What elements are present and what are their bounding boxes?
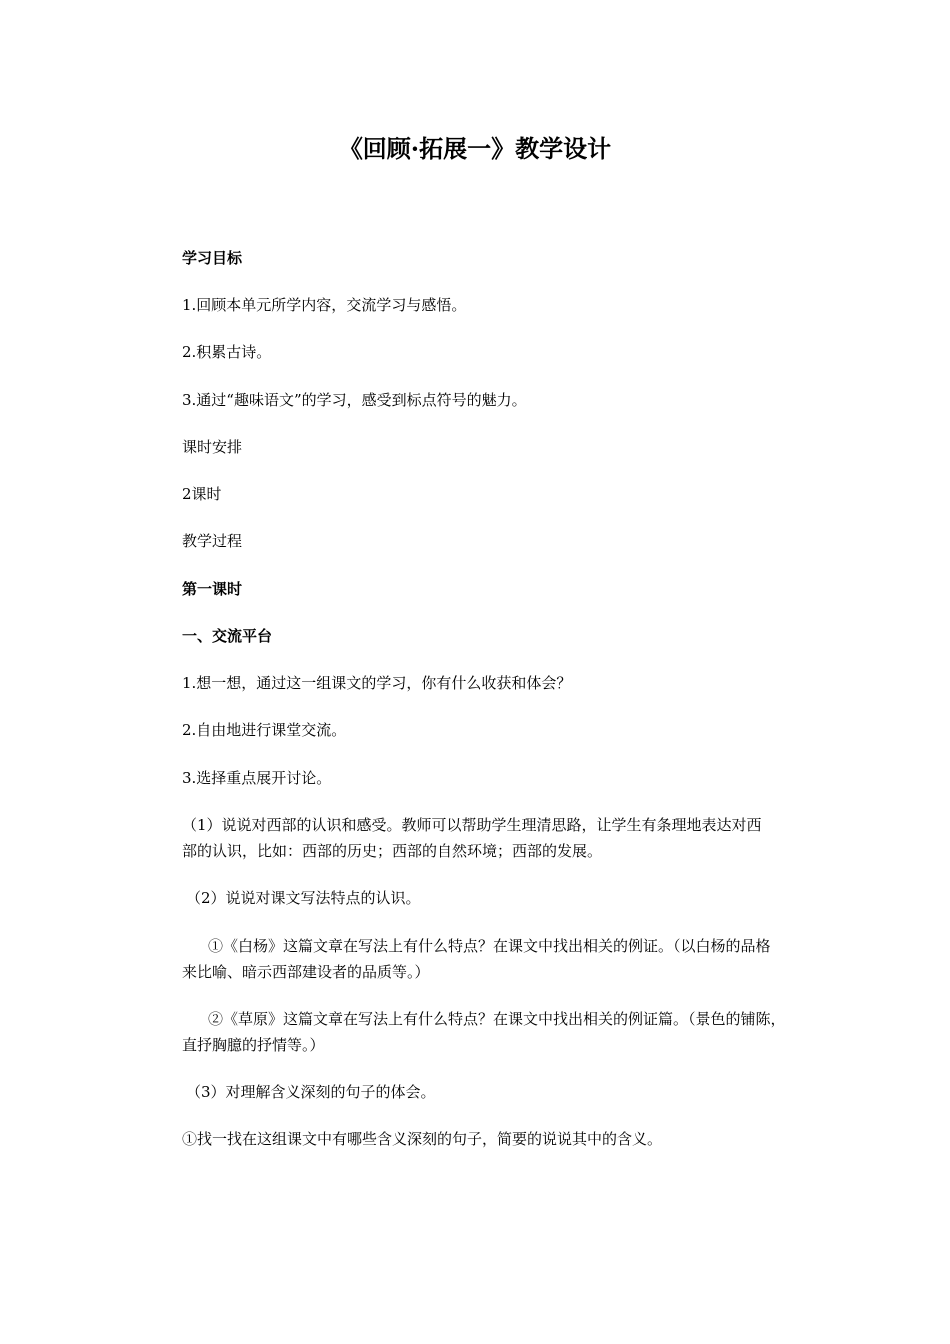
objective-item: 2.积累古诗。 — [182, 343, 272, 361]
step-item: 2.自由地进行课堂交流。 — [182, 721, 347, 739]
paragraph-line: ①《白杨》这篇文章在写法上有什么特点？在课文中找出相关的例证。（以白杨的品格 — [208, 937, 771, 955]
paragraph-line: （3）对理解含义深刻的句子的体会。 — [186, 1083, 436, 1101]
heading-objectives: 学习目标 — [182, 249, 243, 267]
paragraph-line: （2）说说对课文写法特点的认识。 — [186, 889, 421, 907]
paragraph-line: 直抒胸臆的抒情等。） — [182, 1036, 325, 1054]
paragraph-line: ②《草原》这篇文章在写法上有什么特点？在课文中找出相关的例证篇。（景色的铺陈， — [208, 1010, 786, 1028]
paragraph-line: 来比喻、暗示西部建设者的品质等。） — [182, 963, 430, 981]
objective-item: 1.回顾本单元所学内容，交流学习与感悟。 — [182, 296, 467, 314]
objective-item: 3.通过“趣味语文”的学习，感受到标点符号的魅力。 — [182, 391, 527, 409]
step-item: 1.想一想，通过这一组课文的学习，你有什么收获和体会？ — [182, 674, 572, 692]
heading-schedule: 课时安排 — [182, 438, 243, 456]
document-title: 《回顾·拓展一》教学设计 — [338, 134, 612, 163]
paragraph-line: （1）说说对西部的认识和感受。教师可以帮助学生理清思路，让学生有条理地表达对西 — [182, 816, 762, 834]
paragraph-line: 部的认识，比如：西部的历史；西部的自然环境；西部的发展。 — [182, 842, 603, 860]
heading-section-1: 一、交流平台 — [182, 627, 273, 645]
heading-process: 教学过程 — [182, 532, 243, 550]
paragraph-line: ①找一找在这组课文中有哪些含义深刻的句子，简要的说说其中的含义。 — [182, 1130, 663, 1148]
step-item: 3.选择重点展开讨论。 — [182, 769, 332, 787]
schedule-value: 2课时 — [182, 485, 222, 503]
heading-lesson-1: 第一课时 — [182, 580, 243, 598]
